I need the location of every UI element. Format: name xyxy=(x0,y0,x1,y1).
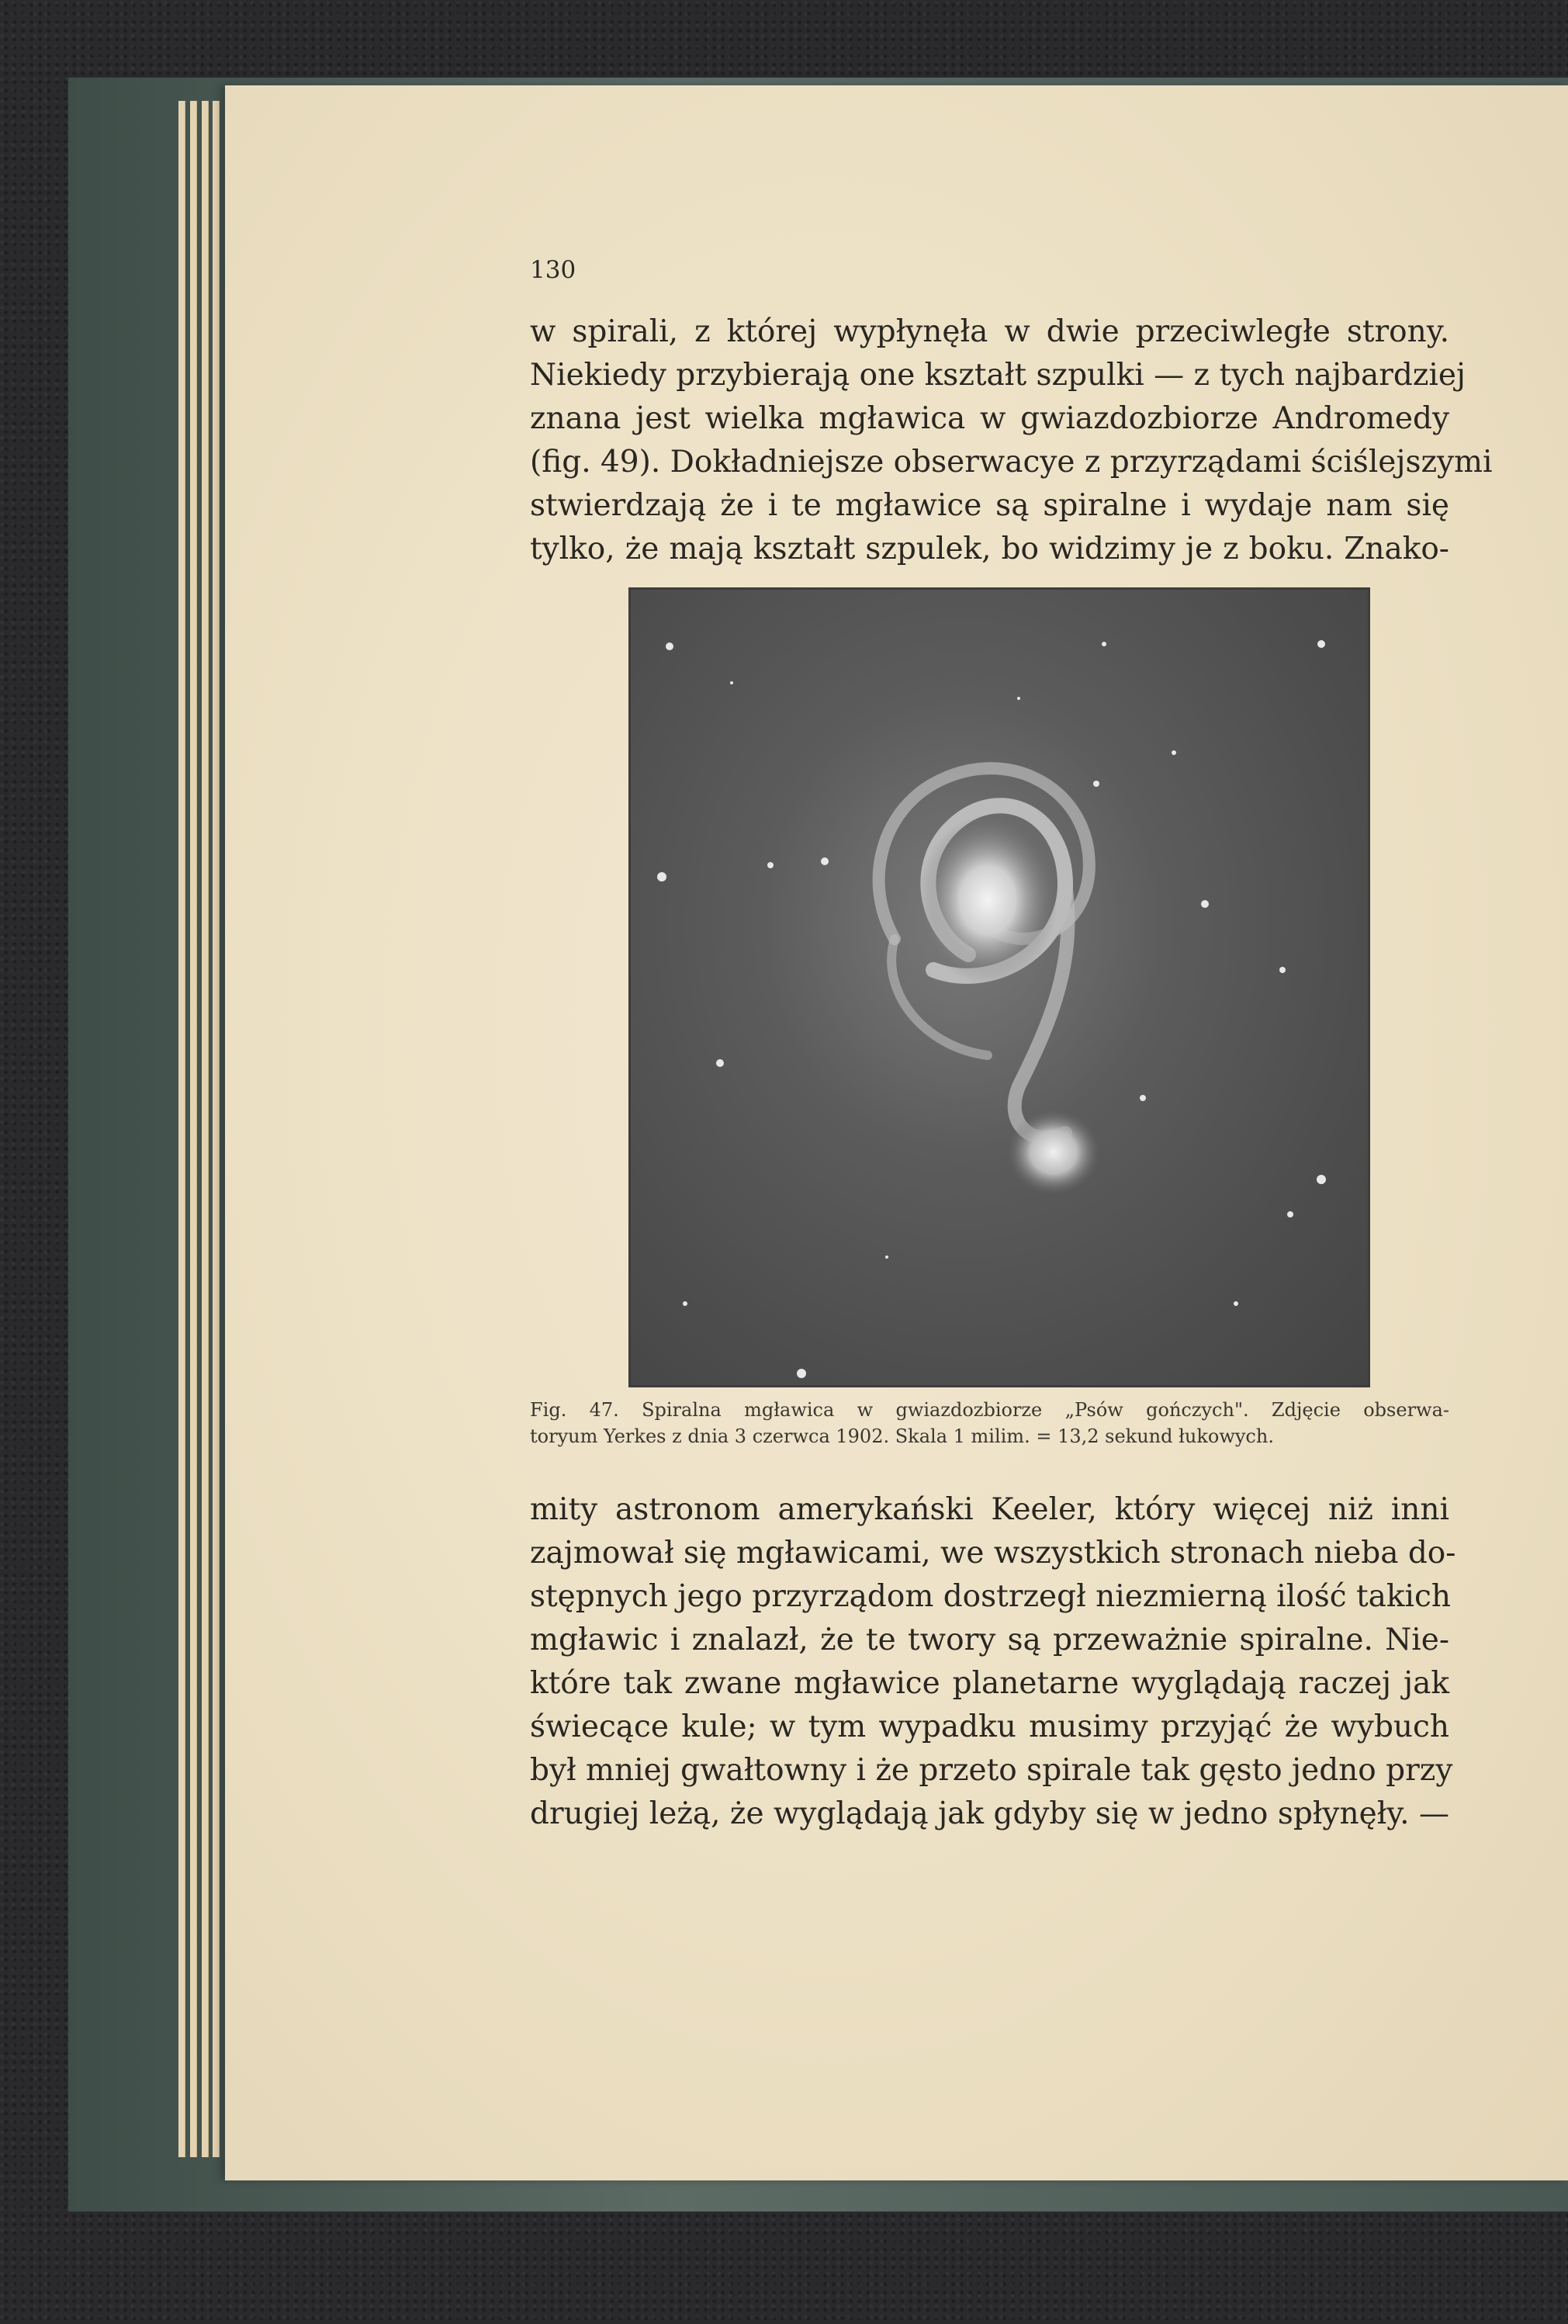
text-line: tylko, że mają kształt szpulek, bo widzimy je z boku. Znako- xyxy=(530,532,1449,566)
text-line: w spirali, z której wypłynęła w dwie przeciwległe strony. xyxy=(530,314,1449,349)
spiral-galaxy-image xyxy=(631,590,1368,1385)
text-line: (fig. 49). Dokładniejsze obserwacye z przyrządami ściślejszymi xyxy=(530,445,1493,480)
page-edge xyxy=(190,101,197,2157)
figure-caption xyxy=(530,1397,1449,1449)
text-line: stwierdzają że i te mgławice są spiralne i wydaje nam się xyxy=(530,488,1449,523)
text-line: które tak zwane mgławice planetarne wyglądają raczej jak xyxy=(530,1666,1449,1701)
paragraph-top xyxy=(530,310,1493,571)
text-line: Niekiedy przybierają one kształt szpulki — z tych najbardziej xyxy=(530,358,1466,393)
text-line: drugiej leżą, że wyglądają jak gdyby się w jedno spłynęły. — xyxy=(530,1796,1449,1831)
text-line: mgławic i znalazł, że te twory są przeważnie spiralne. Nie- xyxy=(530,1623,1449,1657)
text-line: zajmował się mgławicami, we wszystkich stronach nieba do- xyxy=(530,1536,1456,1571)
caption-line: Fig. 47. Spiralna mgławica w gwiazdozbiorze „Psów gończych". Zdjęcie obserwa- xyxy=(530,1399,1449,1421)
paragraph-bottom xyxy=(530,1488,1456,1836)
text-line: znana jest wielka mgławica w gwiazdozbiorze Andromedy xyxy=(530,401,1449,436)
page-edge xyxy=(202,101,209,2157)
page-edge xyxy=(213,101,220,2157)
text-line: stępnych jego przyrządom dostrzegł niezmierną ilość takich xyxy=(530,1579,1451,1614)
text-line: mity astronom amerykański Keeler, który więcej niż inni xyxy=(530,1492,1449,1527)
page-edge xyxy=(178,101,185,2157)
galaxy-photograph xyxy=(628,587,1370,1387)
caption-line: toryum Yerkes z dnia 3 czerwca 1902. Skala 1 milim. = 13,2 sekund łukowych. xyxy=(530,1425,1274,1447)
page-number: 130 xyxy=(530,256,576,284)
text-line: świecące kule; w tym wypadku musimy przyjąć że wybuch xyxy=(530,1709,1449,1744)
text-line: był mniej gwałtowny i że przeto spirale tak gęsto jedno przy xyxy=(530,1753,1453,1788)
